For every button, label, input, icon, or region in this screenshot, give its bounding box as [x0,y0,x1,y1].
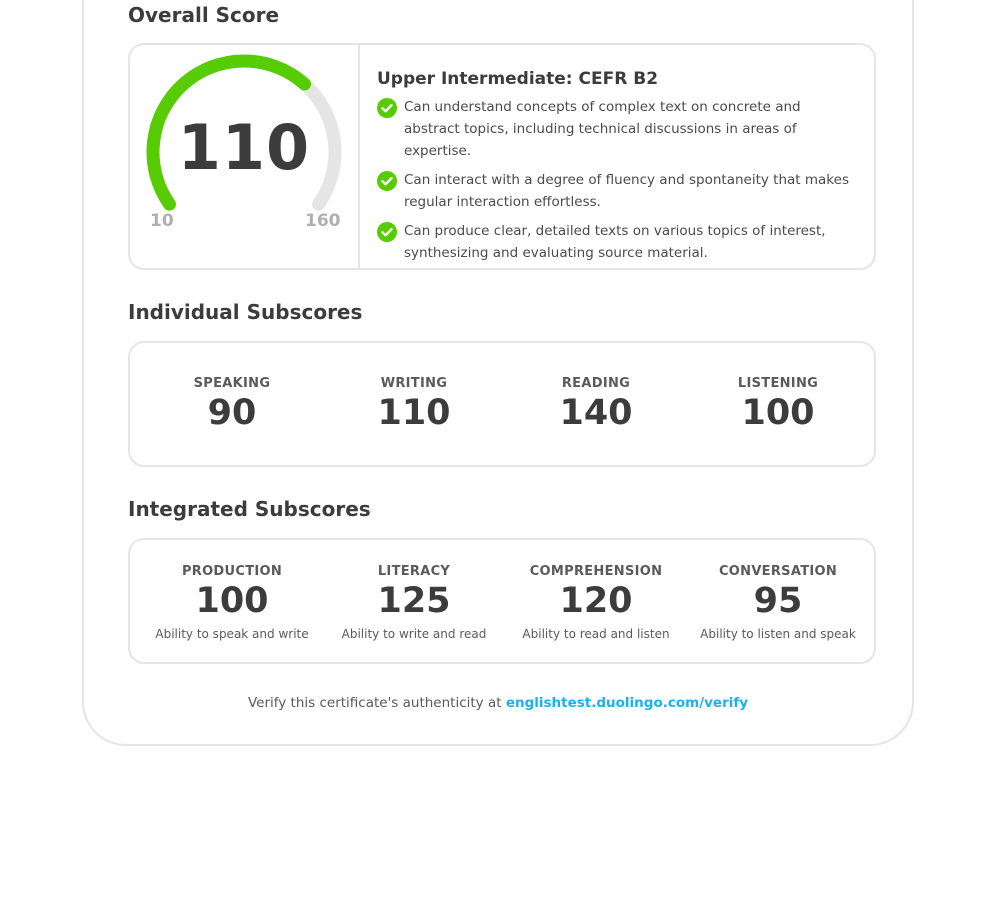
overall-score-card [128,43,876,270]
verify-link[interactable]: englishtest.duolingo.com/verify [505,695,749,711]
subscore-label: COMPREHENSION [529,564,663,579]
verify-line [82,695,914,711]
subscore-value: 110 [377,393,451,433]
subscore-value: 95 [753,581,803,621]
can-do-text: Can understand concepts of complex text on concrete and abstract topics, including technical discussions in areas of expertise. [404,99,801,160]
subscore-listening [687,377,869,431]
gauge-max-label: 160 [305,211,341,231]
subscore-comprehension [505,565,687,640]
can-do-text: Can interact with a degree of fluency and spontaneity that makes regular interaction effortless. [404,172,849,211]
verify-text: Verify this certificate's authenticity at [247,695,506,711]
subscore-reading [505,377,687,431]
score-gauge [130,45,360,268]
subscore-label: CONVERSATION [718,564,838,579]
overall-score-value: 110 [177,111,311,184]
cefr-level-title: Upper Intermediate: CEFR B2 [377,69,659,89]
can-do-item [377,97,857,162]
level-description [377,69,857,272]
subscore-description: Ability to write and read [341,627,487,641]
individual-subscores-card [128,341,876,467]
integrated-subscores-card [128,538,876,664]
subscore-value: 100 [195,581,269,621]
subscore-production [141,565,323,640]
subscore-value: 90 [207,393,257,433]
subscore-label: PRODUCTION [181,564,283,579]
subscore-value: 125 [377,581,451,621]
subscore-speaking [141,377,323,431]
individual-subscores-title: Individual Subscores [128,300,363,324]
subscore-value: 120 [559,581,633,621]
subscore-label: LITERACY [377,564,451,579]
can-do-text: Can produce clear, detailed texts on various topics of interest, synthesizing and evaluating source material. [404,223,826,262]
subscore-value: 140 [559,393,633,433]
can-do-item [377,221,857,264]
subscore-conversation [687,565,869,640]
overall-score-title: Overall Score [128,3,280,27]
check-circle-icon [377,222,397,242]
subscore-label: SPEAKING [193,376,271,391]
subscore-label: READING [561,376,631,391]
check-circle-icon [377,171,397,191]
subscore-value: 100 [741,393,815,433]
subscore-description: Ability to read and listen [522,627,670,641]
subscore-description: Ability to speak and write [155,627,309,641]
check-circle-icon [377,98,397,118]
subscore-description: Ability to listen and speak [700,627,856,641]
integrated-subscores-title: Integrated Subscores [128,497,371,521]
can-do-item [377,170,857,213]
subscore-label: LISTENING [737,376,819,391]
subscore-literacy [323,565,505,640]
gauge-min-label: 10 [150,211,174,231]
subscore-label: WRITING [380,376,448,391]
subscore-writing [323,377,505,431]
